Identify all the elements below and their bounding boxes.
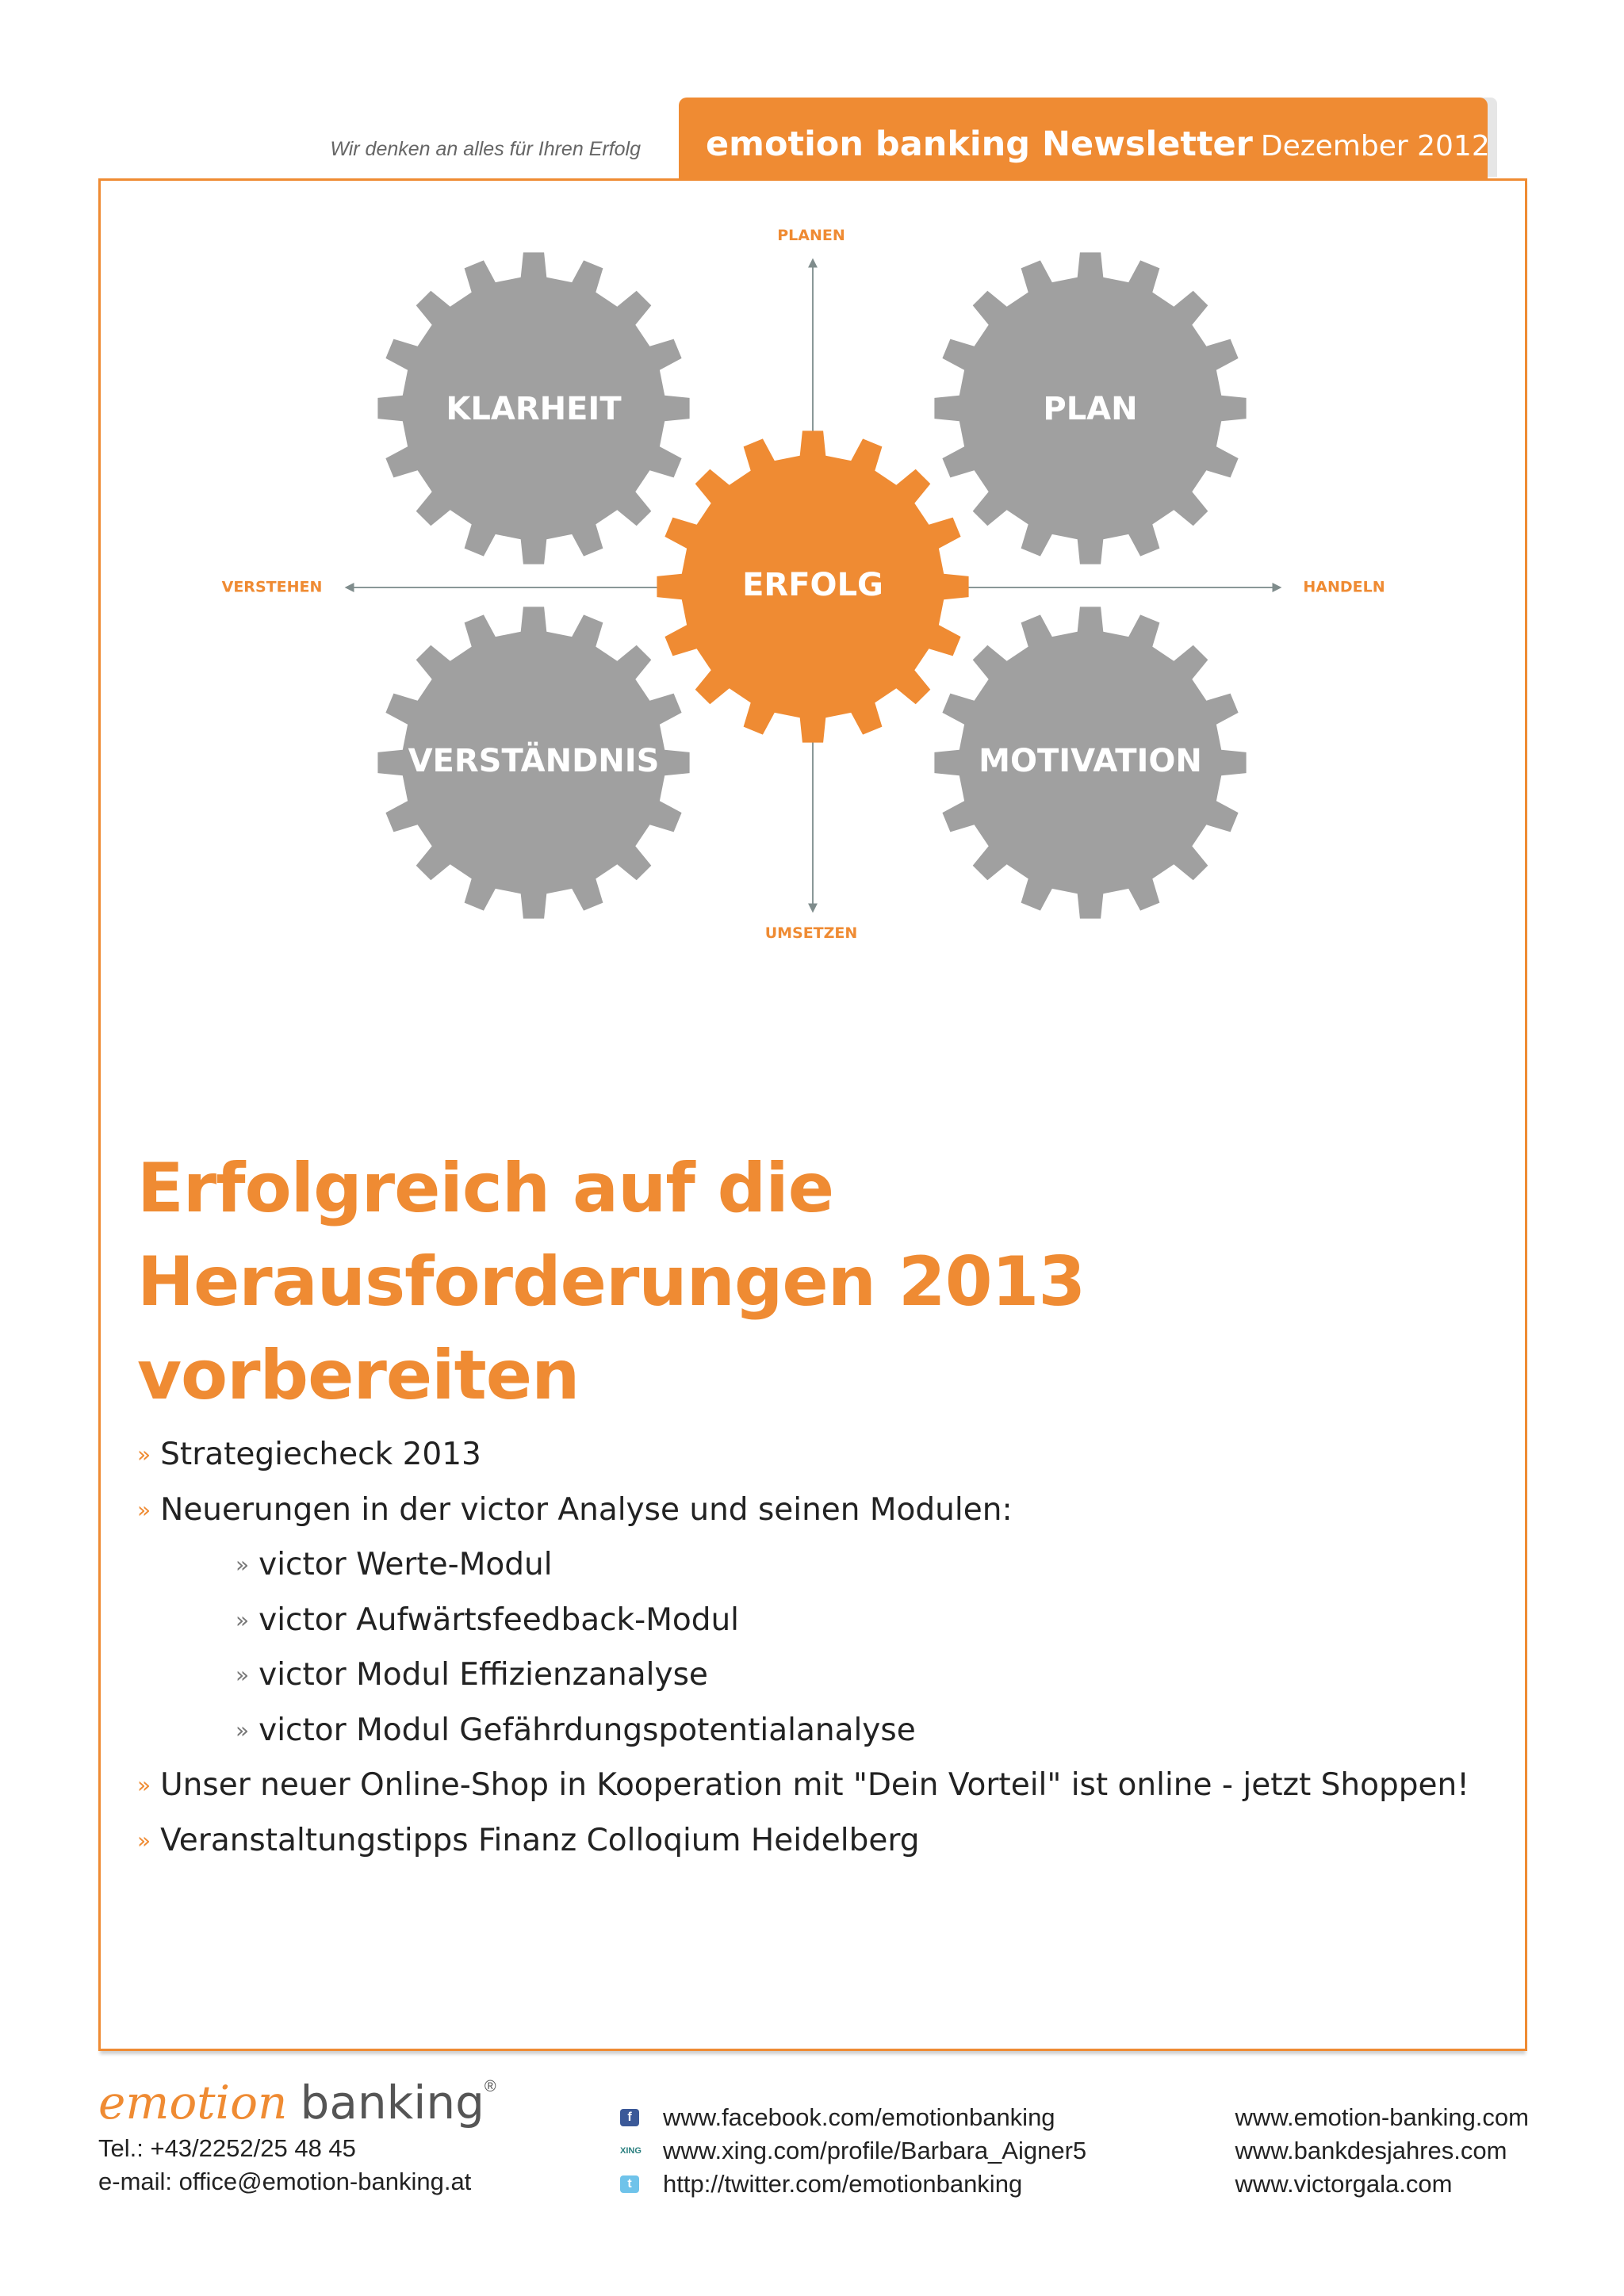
gear-label-plan: PLAN xyxy=(1043,391,1138,427)
topic-item xyxy=(137,1758,1469,1813)
topic-text: victor Modul Effizienzanalyse xyxy=(259,1657,708,1693)
gear-label-motivation: MOTIVATION xyxy=(979,743,1202,779)
phone: Tel.: +43/2252/25 48 45 xyxy=(98,2134,356,2162)
topic-text: Veranstaltungstipps Finanz Colloqium Heidelberg xyxy=(160,1822,920,1858)
topic-text: Unser neuer Online-Shop in Kooperation mit "Dein Vorteil" ist online - jetzt Shoppen! xyxy=(160,1767,1469,1803)
newsletter-title xyxy=(706,124,1490,164)
twitter-link[interactable]: http://twitter.com/emotionbanking xyxy=(663,2170,1023,2198)
topic-text: victor Aufwärtsfeedback-Modul xyxy=(259,1601,740,1638)
topic-subitem xyxy=(137,1537,1469,1593)
newsletter-header xyxy=(679,98,1488,180)
xing-icon: XING xyxy=(620,2142,639,2160)
website-links xyxy=(1235,2101,1529,2201)
topic-text: victor Werte-Modul xyxy=(259,1547,553,1582)
email[interactable]: e-mail: office@emotion-banking.at xyxy=(98,2168,472,2195)
headline: Erfolgreich auf die Herausforderungen 2013 vorbereiten xyxy=(137,1149,1086,1415)
axis-label-handeln: HANDELN xyxy=(1303,578,1385,596)
social-links xyxy=(620,2101,1086,2201)
gear-label-erfolg: ERFOLG xyxy=(742,567,883,603)
logo-banking: banking xyxy=(300,2076,485,2130)
bullet-icon: » xyxy=(137,1441,151,1468)
gear-label-klarheit: KLARHEIT xyxy=(446,391,622,427)
logo-registered: ® xyxy=(484,2078,496,2095)
topic-subitem xyxy=(137,1593,1469,1648)
logo-emotion: emotion xyxy=(98,2076,288,2130)
gear-diagram xyxy=(98,178,1527,971)
xing-link[interactable]: www.xing.com/profile/Barbara_Aigner5 xyxy=(663,2137,1087,2164)
website-link[interactable]: www.bankdesjahres.com xyxy=(1235,2137,1507,2164)
bullet-icon: » xyxy=(236,1662,250,1688)
topic-text: Strategiecheck 2013 xyxy=(160,1437,481,1472)
gear-label-verstaendnis: VERSTÄNDNIS xyxy=(408,743,660,779)
tagline: Wir denken an alles für Ihren Erfolg xyxy=(330,138,641,160)
topic-text: Neuerungen in der victor Analyse und seinen Modulen: xyxy=(160,1491,1013,1528)
newsletter-month: Dezember 2012 xyxy=(1260,130,1490,163)
topic-list xyxy=(137,1427,1469,1868)
twitter-icon: t xyxy=(620,2175,639,2193)
bullet-icon: » xyxy=(236,1606,250,1633)
topic-item xyxy=(137,1483,1469,1538)
axis-label-verstehen: VERSTEHEN xyxy=(221,578,323,596)
topic-text: victor Modul Gefährdungspotentialanalyse xyxy=(259,1712,916,1748)
bullet-icon: » xyxy=(137,1827,151,1854)
contact-block xyxy=(98,2132,471,2198)
topic-item xyxy=(137,1813,1469,1869)
social-row xyxy=(620,2168,1086,2201)
emotion-banking-logo xyxy=(98,2076,496,2130)
topic-subitem xyxy=(137,1703,1469,1758)
bullet-icon: » xyxy=(137,1772,151,1798)
bullet-icon: » xyxy=(137,1496,151,1523)
social-row xyxy=(620,2134,1086,2168)
social-row xyxy=(620,2101,1086,2134)
website-link[interactable]: www.victorgala.com xyxy=(1235,2170,1453,2198)
bullet-icon: » xyxy=(236,1716,250,1743)
topic-subitem xyxy=(137,1647,1469,1703)
axis-label-umsetzen: UMSETZEN xyxy=(764,924,858,942)
facebook-icon: f xyxy=(620,2109,639,2126)
facebook-link[interactable]: www.facebook.com/emotionbanking xyxy=(663,2103,1055,2131)
newsletter-brand: emotion banking Newsletter xyxy=(706,124,1253,164)
website-link[interactable]: www.emotion-banking.com xyxy=(1235,2103,1529,2131)
topic-item xyxy=(137,1427,1469,1483)
axis-label-planen: PLANEN xyxy=(777,227,845,244)
bullet-icon: » xyxy=(236,1552,250,1578)
